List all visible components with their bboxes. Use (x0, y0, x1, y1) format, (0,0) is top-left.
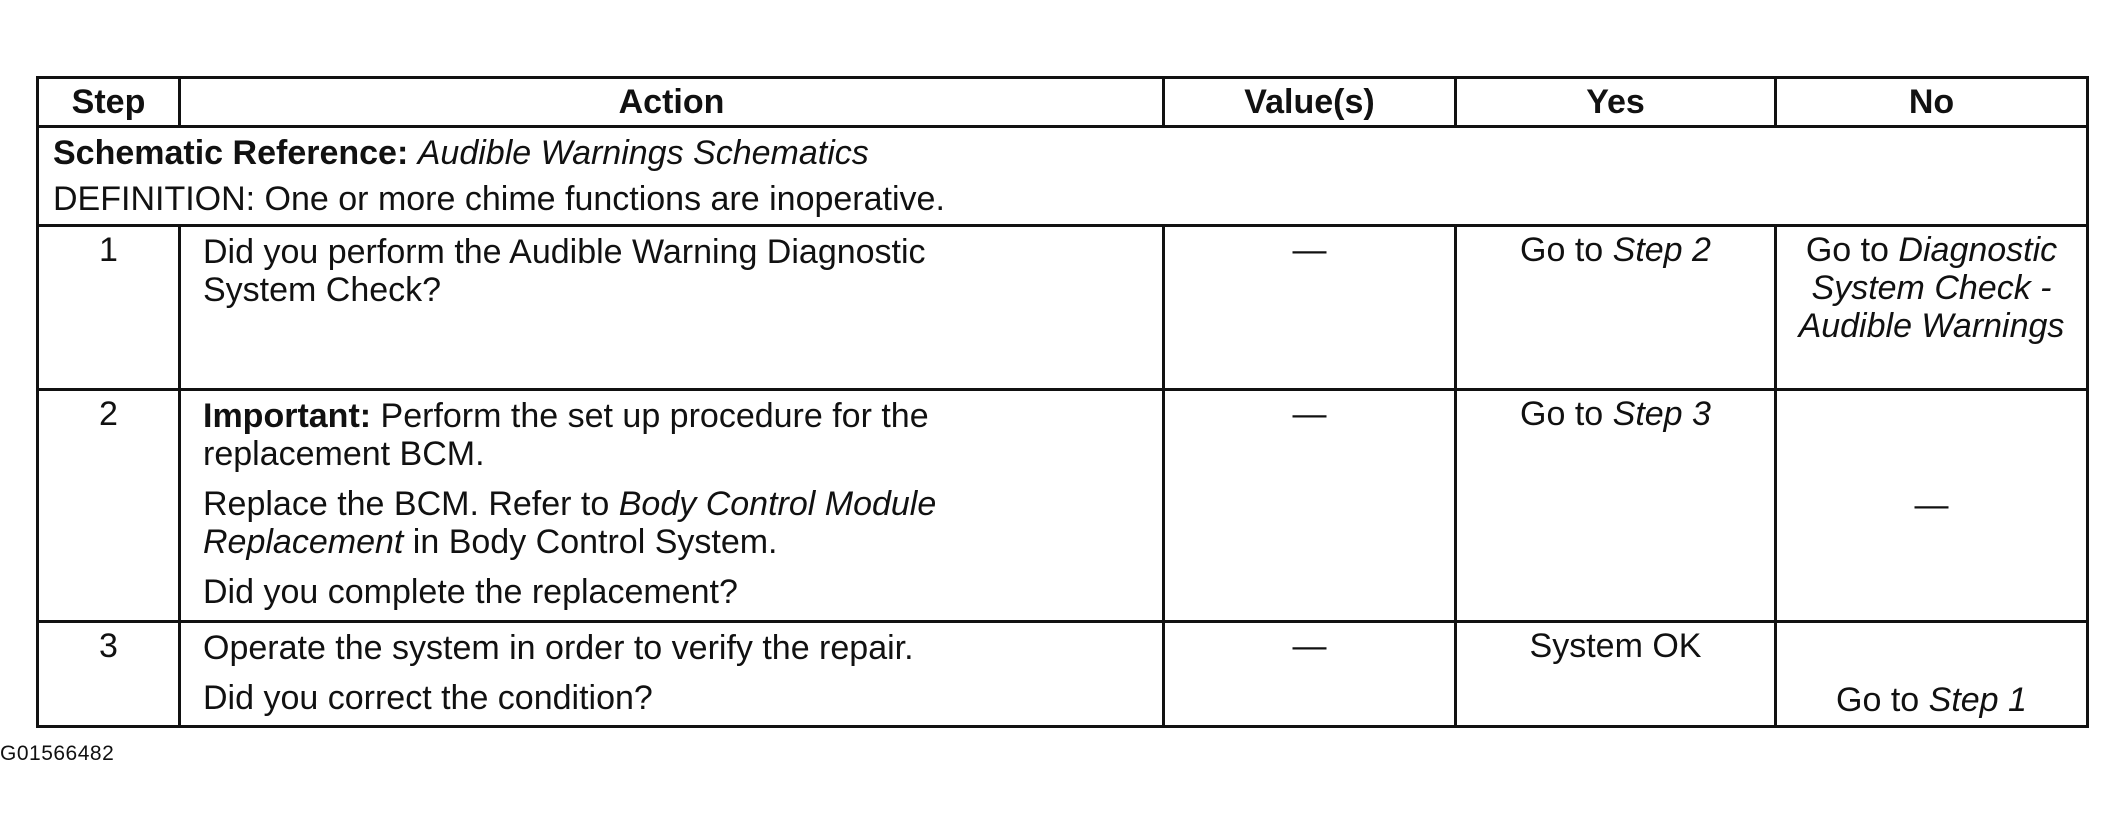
yes-prefix: Go to (1520, 395, 1613, 434)
table-row (38, 226, 2088, 390)
no-step-link[interactable]: Step 1 (1928, 680, 2027, 719)
no-cell: — (1776, 390, 2088, 621)
header-no: No (1776, 78, 2088, 127)
action-cell (180, 226, 1164, 390)
step-number: 3 (38, 621, 180, 726)
yes-cell: System OK (1456, 621, 1776, 726)
action-text: Did you perform the Audible Warning Diagnostic System Check? (203, 233, 926, 310)
diagnostic-table (36, 76, 2089, 728)
replace-instruction (203, 485, 1023, 561)
header-step: Step (38, 78, 180, 127)
yes-step-link[interactable]: Step 2 (1612, 231, 1711, 270)
schematic-reference (53, 134, 2072, 172)
value-cell: — (1164, 621, 1456, 726)
header-action: Action (180, 78, 1164, 127)
no-prefix: Go to (1805, 231, 1899, 270)
yes-prefix: Go to (1520, 231, 1613, 270)
replace-prefix: Replace the BCM. Refer to (203, 485, 619, 524)
reference-row (38, 127, 2088, 226)
reference-cell (38, 127, 2088, 226)
header-yes: Yes (1456, 78, 1776, 127)
table-row (38, 390, 2088, 621)
no-diagnostic-link[interactable]: Diagnostic System Check - Audible Warnings (1798, 231, 2065, 346)
replacement-link[interactable]: Body Control Module Replacement (203, 485, 937, 562)
no-cell (1776, 621, 2088, 726)
value-cell: — (1164, 226, 1456, 390)
important-label: Important: (203, 397, 372, 436)
table-row (38, 621, 2088, 726)
question-text: Did you complete the replacement? (203, 573, 738, 612)
header-row (38, 78, 2088, 127)
yes-step-link[interactable]: Step 3 (1612, 395, 1711, 434)
definition-text: DEFINITION: One or more chime functions are inoperative. (53, 180, 945, 219)
no-cell (1776, 226, 2088, 390)
schematic-label: Schematic Reference: (53, 134, 409, 172)
replace-suffix: in Body Control System. (403, 523, 778, 562)
no-prefix: Go to (1836, 680, 1929, 719)
step-number: 1 (38, 226, 180, 390)
yes-cell (1456, 390, 1776, 621)
operate-text: Operate the system in order to verify the repair. (203, 628, 914, 667)
yes-cell (1456, 226, 1776, 390)
action-cell (180, 621, 1164, 726)
figure-id: G01566482 (0, 742, 115, 765)
important-note (203, 397, 1023, 473)
value-cell: — (1164, 390, 1456, 621)
header-values: Value(s) (1164, 78, 1456, 127)
step-number: 2 (38, 390, 180, 621)
important-text: Perform the set up procedure for the replacement BCM. (203, 397, 929, 474)
question-text: Did you correct the condition? (203, 678, 653, 717)
schematic-link[interactable]: Audible Warnings Schematics (417, 134, 869, 172)
action-cell (180, 390, 1164, 621)
